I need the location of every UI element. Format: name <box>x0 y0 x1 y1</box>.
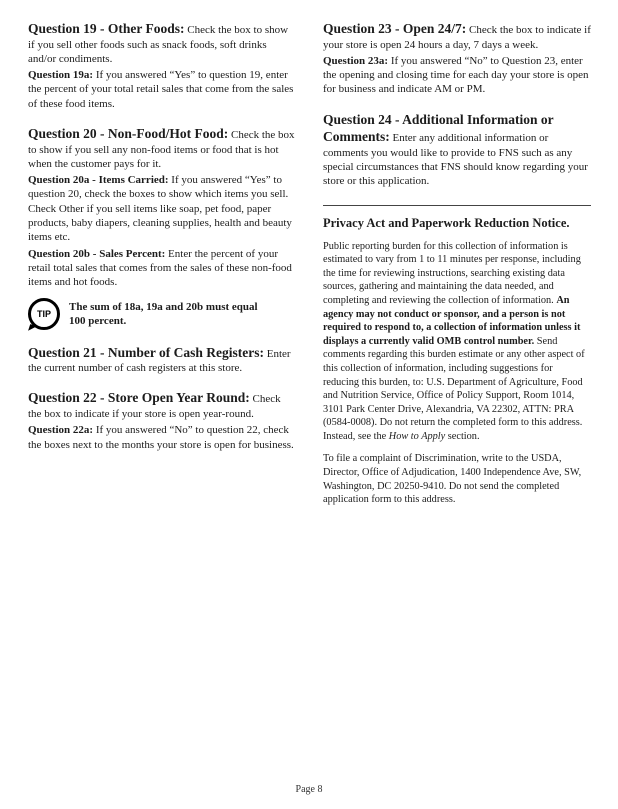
privacy-run-2-bold: An agency may not conduct or sponsor, and a person is not required to respond to, a collection of information unless it displays a currently valid OMB control number. <box>323 295 581 347</box>
question-20-heading: Question 20 - Non-Food/Hot Food: <box>28 126 229 142</box>
tip-icon: TIP <box>28 298 60 330</box>
question-24-intro: Enter any additional information or comments you would like to provide to FNS such as any special circumstances that FNS should know regarding your store or this application. <box>323 132 588 188</box>
question-19a-label: Question 19a: <box>28 69 94 82</box>
question-21-section <box>28 344 296 376</box>
question-22a-label: Question 22a: <box>28 424 94 437</box>
left-column <box>28 20 296 516</box>
tip-text: The sum of 18a, 19a and 20b must equal 100 percent. <box>69 300 258 328</box>
question-22-heading: Question 22 - Store Open Year Round: <box>28 390 250 406</box>
privacy-notice-heading: Privacy Act and Paperwork Reduction Notice. <box>323 215 570 230</box>
question-20-section <box>28 125 296 171</box>
question-23-heading: Question 23 - Open 24/7: <box>323 21 467 36</box>
section-divider <box>323 205 591 206</box>
question-20b-paragraph <box>28 247 296 290</box>
question-19-heading: Question 19 - Other Foods: <box>28 21 185 36</box>
privacy-notice-paragraph-1 <box>323 240 591 444</box>
question-21-heading: Question 21 - Number of Cash Registers: <box>28 344 264 360</box>
question-23a-label: Question 23a: <box>323 54 389 67</box>
question-23-section <box>323 20 591 52</box>
question-19-section <box>28 20 296 66</box>
question-20b-label: Question 20b - Sales Percent: <box>28 247 166 260</box>
question-24-section <box>323 111 591 189</box>
privacy-run-5: section. <box>445 430 480 442</box>
question-22-intro: Check the box to indicate if your store is open year-round. <box>28 393 281 420</box>
tip-callout <box>28 298 296 330</box>
question-22a-paragraph <box>28 423 296 452</box>
question-19-intro: Check the box to show if you sell other foods such as snack foods, soft drinks and/or condiments. <box>28 24 289 65</box>
question-21-intro: Enter the current number of cash registers at this store. <box>28 347 291 375</box>
question-19a-paragraph <box>28 68 296 111</box>
question-20a-label: Question 20a - Items Carried: <box>28 174 169 187</box>
question-22-section <box>28 389 296 421</box>
question-22a-body: If you answered “No” to question 22, check the boxes next to the months your store is open for business. <box>28 424 294 451</box>
question-23-intro: Check the box to indicate if your store is open 24 hours a day, 7 days a week. <box>323 24 591 51</box>
question-23a-body: If you answered “No” to Question 23, enter the opening and closing time for each day your store is open for business and indicate AM or PM. <box>323 54 589 96</box>
question-23a-paragraph <box>323 54 591 97</box>
question-20a-paragraph <box>28 173 296 244</box>
page-number: Page 8 <box>295 784 323 795</box>
privacy-notice-paragraph-2: To file a complaint of Discrimination, write to the USDA, Director, Office of Adjudication, 1400 Independence Ave, SW, Washington, DC 20250-9410. Do not send the completed application form to this address. <box>323 453 582 506</box>
privacy-run-4-italic: How to Apply <box>388 430 446 442</box>
right-column <box>323 20 591 516</box>
privacy-run-3: Send comments regarding this burden estimate or any other aspect of this collection of information, including suggestions for reducing this burden, to: U.S. Department of Agriculture, Food and Nutrition Service, Office of Policy Support, Room 1014, 3101 Park Center Drive, Alexandria, VA 22302, ATTN: PRA (0584-0008). Do not return the completed form to this address. Instead, see the <box>323 335 585 442</box>
question-20-intro: Check the box to show if you sell any non-food items or food that is hot when the customer pays for it. <box>28 129 295 170</box>
privacy-run-1: Public reporting burden for this collection of information is estimated to vary from 1 to 11 minutes per response, including the time for reviewing instructions, searching existing data sources, gathering and maintaining the data needed, and completing and reviewing the collection of information. <box>323 240 581 307</box>
question-20b-body: Enter the percent of your retail total sales that comes from the sales of these non-food items and hot foods. <box>28 247 292 289</box>
question-20a-body: If you answered “Yes” to question 20, check the boxes to show which items you sell. Check Other if you sell items like soap, pet food, paper products, baby diapers, cleaning supplies, health and beauty items etc. <box>28 174 292 244</box>
question-24-heading: Question 24 - Additional Information or Comments: <box>323 111 554 145</box>
question-19a-body: If you answered “Yes” to question 19, enter the percent of your total retail sales that come from the sales of these food items. <box>28 69 294 110</box>
